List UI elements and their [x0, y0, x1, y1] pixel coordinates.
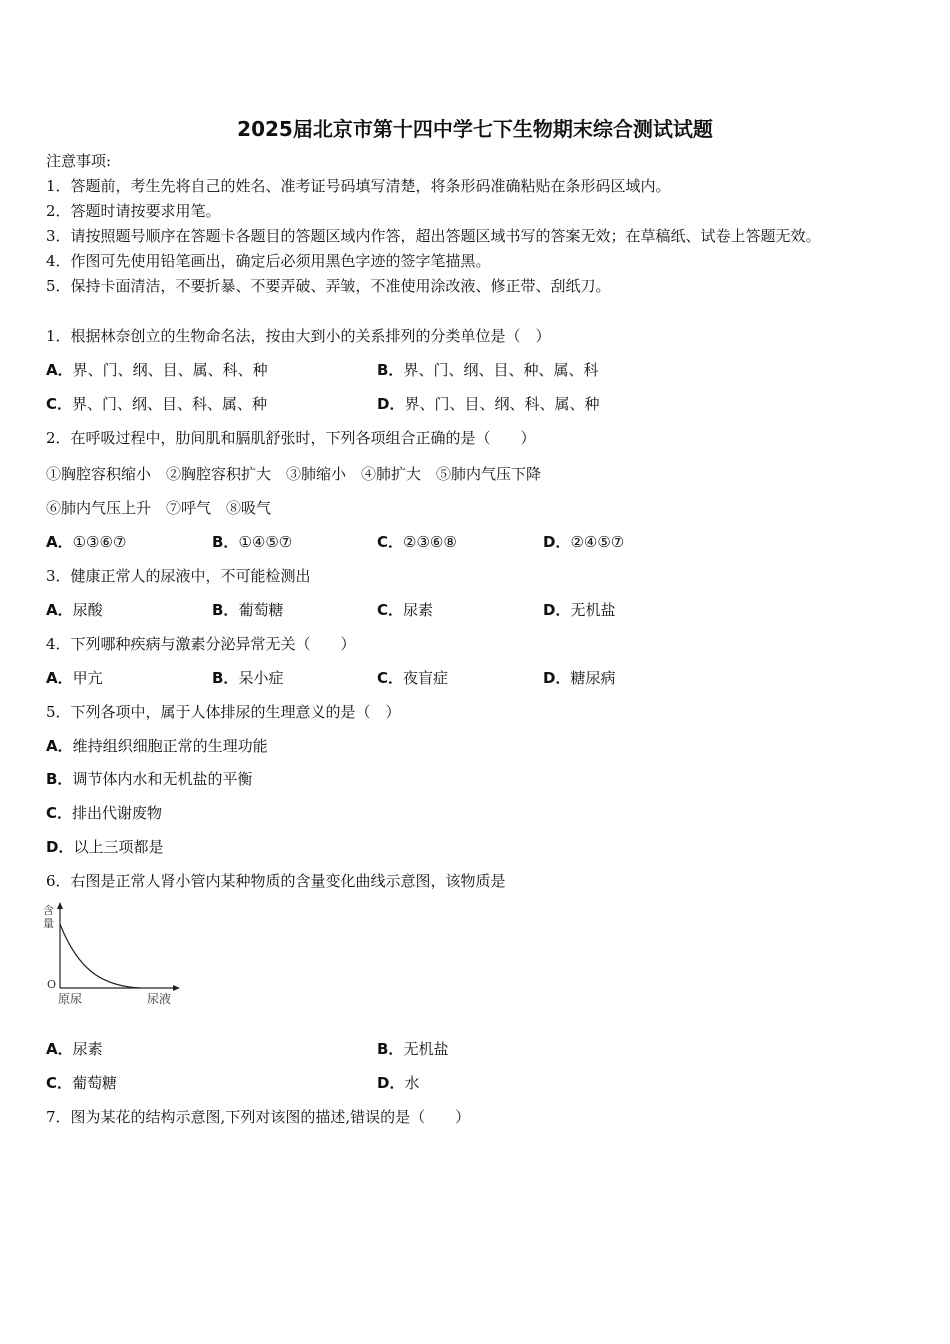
question-statements: ①胸腔容积缩小 ②胸腔容积扩大 ③肺缩小 ④肺扩大 ⑤肺内气压下降 [46, 465, 542, 483]
concentration-curve-figure [40, 900, 190, 1015]
option-a: A．界、门、纲、目、属、科、种 [46, 361, 268, 379]
y-axis-label-data: 含量 [40, 900, 42, 901]
notice-heading: 注意事项: [46, 152, 112, 170]
option-d: D．无机盐 [543, 601, 616, 619]
option-b: B．无机盐 [377, 1040, 449, 1058]
question-stem: 5．下列各项中，属于人体排尿的生理意义的是（ ） [46, 703, 401, 721]
option-a: A．尿酸 [46, 601, 103, 619]
notice-item: 4．作图可先使用铅笔画出，确定后必须用黑色字迹的签字笔描黑。 [46, 252, 491, 270]
notice-item: 5．保持卡面清洁，不要折暴、不要弄破、弄皱，不准使用涂改液、修正带、刮纸刀。 [46, 277, 611, 295]
option-d: D．水 [377, 1074, 420, 1092]
question-stem: 1．根据林奈创立的生物命名法，按由大到小的关系排列的分类单位是（ ） [46, 327, 551, 345]
option-b: B．界、门、纲、目、种、属、科 [377, 361, 599, 379]
option-b: B．呆小症 [212, 669, 284, 687]
option-c: C．夜盲症 [377, 669, 449, 687]
notice-item: 2．答题时请按要求用笔。 [46, 202, 221, 220]
question-stem: 6．右图是正常人肾小管内某种物质的含量变化曲线示意图，该物质是 [46, 872, 506, 890]
option-b: B．①④⑤⑦ [212, 533, 293, 551]
question-stem: 4．下列哪种疾病与激素分泌异常无关（ ） [46, 635, 356, 653]
notice-item: 1．答题前，考生先将自己的姓名、准考证号码填写清楚，将条形码准确粘贴在条形码区域内。 [46, 177, 671, 195]
question-stem: 7．图为某花的结构示意图,下列对该图的描述,错误的是（ ） [46, 1108, 471, 1126]
y-axis-label-2: 量 [43, 917, 54, 930]
option-b: B．调节体内水和无机盐的平衡 [46, 770, 253, 788]
option-a: A．甲亢 [46, 669, 103, 687]
option-a: A．尿素 [46, 1040, 103, 1058]
question-stem: 3．健康正常人的尿液中，不可能检测出 [46, 567, 311, 585]
y-axis-label-1: 含 [43, 904, 54, 917]
x-start-label: 原尿 [58, 992, 83, 1006]
page-title: 2025届北京市第十四中学七下生物期末综合测试试题 [237, 117, 713, 141]
origin-label: O [47, 978, 57, 991]
option-d: D．以上三项都是 [46, 838, 164, 856]
decline-curve [60, 924, 140, 988]
y-axis-arrow [57, 902, 63, 909]
option-c: C．尿素 [377, 601, 434, 619]
option-d: D．界、门、目、纲、科、属、种 [377, 395, 600, 413]
x-end-label: 尿液 [147, 992, 172, 1006]
option-c: C．排出代谢废物 [46, 804, 163, 822]
option-b: B．葡萄糖 [212, 601, 284, 619]
option-c: C．界、门、纲、目、科、属、种 [46, 395, 268, 413]
option-d: D．②④⑤⑦ [543, 533, 625, 551]
option-c: C．葡萄糖 [46, 1074, 118, 1092]
option-a: A．维持组织细胞正常的生理功能 [46, 737, 268, 755]
option-c: C．②③⑥⑧ [377, 533, 457, 551]
question-statements: ⑥肺内气压上升 ⑦呼气 ⑧吸气 [46, 499, 272, 517]
option-d: D．糖尿病 [543, 669, 616, 687]
option-a: A．①③⑥⑦ [46, 533, 127, 551]
question-stem: 2．在呼吸过程中，肋间肌和膈肌舒张时，下列各项组合正确的是（ ） [46, 429, 536, 447]
x-axis-arrow [173, 985, 180, 991]
notice-item: 3．请按照题号顺序在答题卡各题目的答题区域内作答，超出答题区域书写的答案无效；在草稿纸、试卷上答题无效。 [46, 227, 821, 245]
